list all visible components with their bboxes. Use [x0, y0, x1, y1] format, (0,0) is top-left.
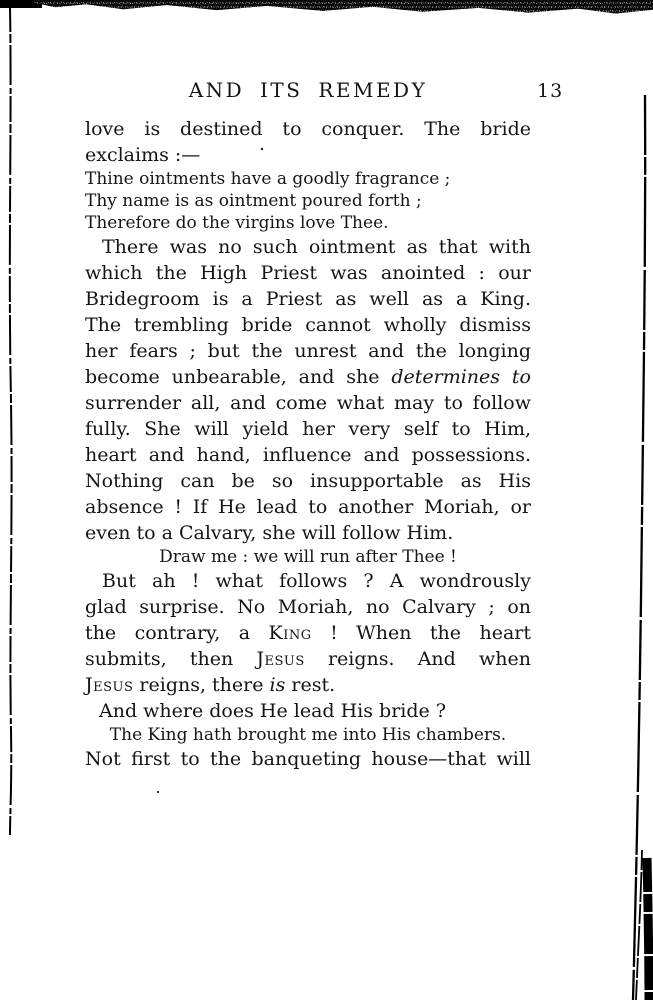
blockquote-chambers [85, 724, 531, 746]
paragraph-king [85, 568, 531, 698]
text-line: her fears ; but the unrest and the longing [85, 340, 531, 362]
text-segment: ! When the heart [311, 622, 531, 644]
text-line: which the High Priest was anointed : our [85, 262, 531, 284]
page-number: 13 [537, 80, 564, 102]
scan-speck [157, 791, 159, 793]
text-line: The trembling bride cannot wholly dismiss [85, 314, 531, 336]
paragraph-ointment [85, 234, 531, 546]
scan-right-edge-thick-bar [647, 858, 649, 1000]
smallcaps-text: Jesus [256, 648, 305, 670]
text-segment: become unbearable, and she [85, 366, 392, 388]
text-line: Nothing can be so insupportable as His [85, 470, 531, 492]
text-segment: reigns. And when [304, 648, 531, 670]
paragraph-intro [85, 116, 531, 168]
text-line [85, 364, 531, 390]
paragraph-where [85, 698, 531, 724]
blockquote-ointments [85, 168, 531, 234]
page-text-column [85, 116, 531, 772]
text-line: Therefore do the virgins love Thee. [85, 213, 389, 233]
text-line: Not first to the banqueting house—that will [85, 748, 531, 770]
running-header-title: AND ITS REMEDY [188, 78, 428, 102]
text-segment: rest. [285, 674, 336, 696]
text-line: exclaims :— [85, 144, 201, 166]
italic-text: is [269, 674, 286, 696]
smallcaps-text: King [268, 622, 312, 644]
text-line: The King hath brought me into His chambers. [109, 725, 507, 745]
text-line: And where does He lead His bride ? [99, 700, 447, 722]
text-line: Bridegroom is a Priest as well as a King. [85, 288, 531, 310]
text-line: Thy name is as ointment poured forth ; [85, 191, 422, 211]
text-line: Thine ointments have a goodly fragrance ; [85, 169, 451, 189]
scan-artifact-top-edge-band [30, 0, 653, 14]
scan-right-edge-line [633, 95, 645, 1000]
text-line: even to a Calvary, she will follow Him. [85, 522, 454, 544]
text-line: heart and hand, influence and possessions. [85, 444, 531, 466]
text-line [85, 620, 531, 646]
text-segment: submits, then [85, 648, 257, 670]
text-segment: reigns, there [133, 674, 270, 696]
text-line [85, 672, 531, 698]
text-line: glad surprise. No Moriah, no Calvary ; on [85, 596, 531, 618]
text-line: surrender all, and come what may to follow [85, 392, 531, 414]
scan-right-edge-inner-line [636, 850, 642, 1000]
scan-left-edge-line [10, 6, 12, 835]
text-line: love is destined to conquer. The bride [85, 118, 531, 140]
text-segment: the contrary, a [85, 622, 269, 644]
text-line: absence ! If He lead to another Moriah, or [85, 496, 531, 518]
smallcaps-text: Jesus [85, 674, 134, 696]
italic-text: determines to [391, 366, 531, 388]
text-line: There was no such ointment as that with [102, 236, 531, 258]
text-line [85, 646, 531, 672]
text-line: But ah ! what follows ? A wondrously [102, 570, 531, 592]
blockquote-draw-me [85, 546, 531, 568]
paragraph-not-first [85, 746, 531, 772]
text-line: Draw me : we will run after Thee ! [159, 547, 457, 567]
text-line: fully. She will yield her very self to Him, [85, 418, 531, 440]
